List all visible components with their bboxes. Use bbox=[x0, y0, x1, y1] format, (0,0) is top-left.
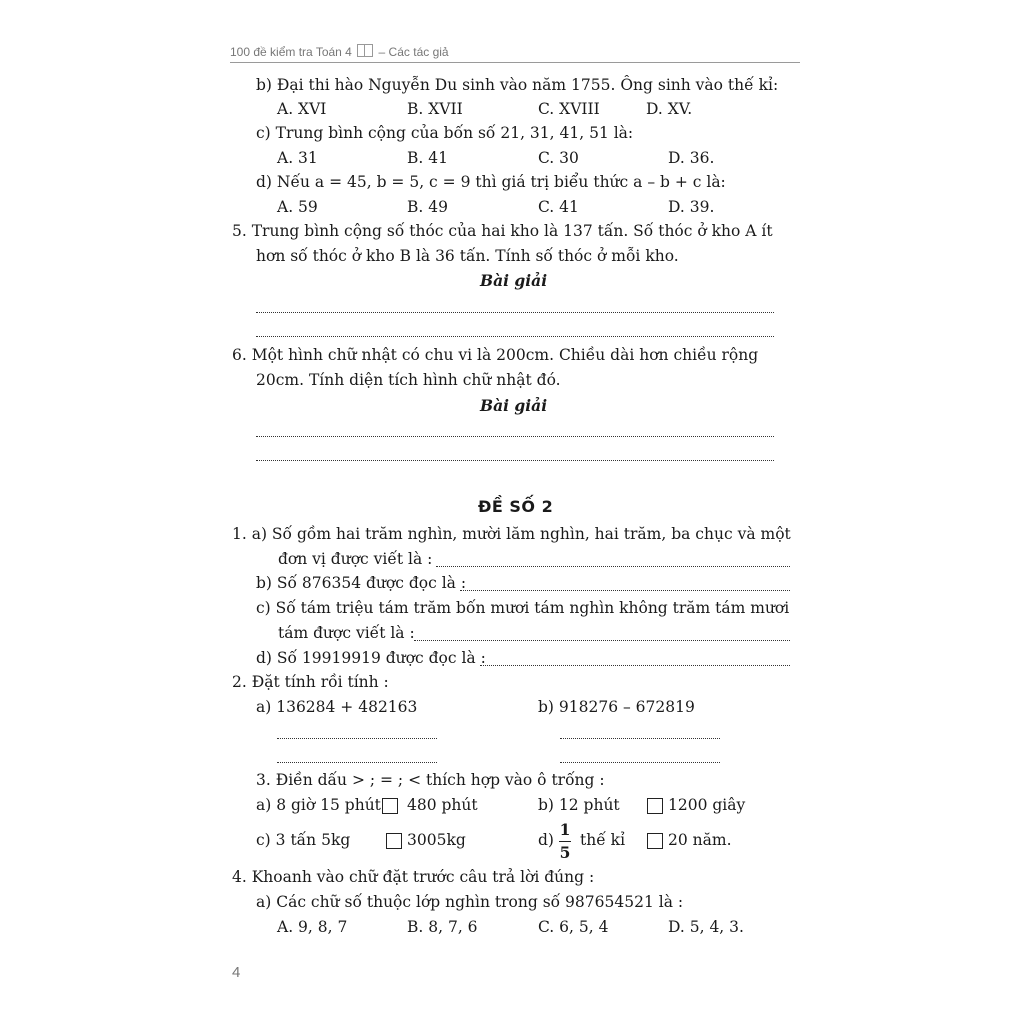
q5-solution-heading: Bài giải bbox=[480, 271, 548, 290]
de2-q1d: d) Số 19919919 được đọc là : bbox=[256, 649, 486, 667]
de2-q1c-line2: tám được viết là : bbox=[278, 624, 415, 642]
q4c-option-d: D. 36. bbox=[668, 149, 715, 167]
q5-line1: 5. Trung bình cộng số thóc của hai kho là 137 tấn. Số thóc ở kho A ít bbox=[232, 222, 773, 240]
de2-q4-title: 4. Khoanh vào chữ đặt trước câu trả lời đúng : bbox=[232, 868, 595, 886]
de2-q1a-line2: đơn vị được viết là : bbox=[278, 550, 433, 568]
q4d-option-b: B. 49 bbox=[407, 198, 448, 216]
q3d-right: 20 năm. bbox=[668, 831, 732, 849]
q4b-option-b: B. XVII bbox=[407, 100, 463, 118]
q2b-work-line-1[interactable] bbox=[560, 738, 720, 739]
q3b-answer-box[interactable] bbox=[647, 798, 663, 814]
de2-q2b: b) 918276 – 672819 bbox=[538, 698, 695, 716]
fraction-bar bbox=[559, 841, 571, 842]
q5-answer-line-2[interactable] bbox=[256, 336, 774, 337]
fraction-numerator: 1 bbox=[559, 820, 571, 839]
q4d-text: d) Nếu a = 45, b = 5, c = 9 thì giá trị biểu thức a – b + c là: bbox=[256, 173, 726, 191]
q3d-unit: thế kỉ bbox=[580, 831, 626, 849]
q4c-text: c) Trung bình cộng của bốn số 21, 31, 41, 51 là: bbox=[256, 124, 634, 142]
q2b-work-line-2[interactable] bbox=[560, 762, 720, 763]
de2-q2-title: 2. Đặt tính rồi tính : bbox=[232, 673, 389, 691]
section-title: ĐỀ SỐ 2 bbox=[478, 497, 554, 516]
de2-q4a: a) Các chữ số thuộc lớp nghìn trong số 987654521 là : bbox=[256, 893, 684, 911]
de2-q1c-line1: c) Số tám triệu tám trăm bốn mươi tám nghìn không trăm tám mươi bbox=[256, 599, 790, 617]
q3a-left: a) 8 giờ 15 phút bbox=[256, 796, 381, 814]
q3c-left: c) 3 tấn 5kg bbox=[256, 831, 351, 849]
q4c-option-a: A. 31 bbox=[277, 149, 318, 167]
q3d-prefix: d) bbox=[538, 831, 554, 849]
q4b-option-a: A. XVI bbox=[277, 100, 327, 118]
de2-q1a-line1: 1. a) Số gồm hai trăm nghìn, mười lăm nghìn, hai trăm, ba chục và một bbox=[232, 525, 791, 543]
de2-q4a-option-b: B. 8, 7, 6 bbox=[407, 918, 478, 936]
q4b-option-c: C. XVIII bbox=[538, 100, 600, 118]
de2-q4a-option-c: C. 6, 5, 4 bbox=[538, 918, 609, 936]
q6-answer-line-2[interactable] bbox=[256, 460, 774, 461]
q3c-answer-box[interactable] bbox=[386, 833, 402, 849]
de2-q3-title: 3. Điền dấu > ; = ; < thích hợp vào ô trống : bbox=[256, 771, 605, 789]
book-icon bbox=[357, 44, 373, 57]
q3b-right: 1200 giây bbox=[668, 796, 746, 814]
q5-answer-line-1[interactable] bbox=[256, 312, 774, 313]
q4d-option-d: D. 39. bbox=[668, 198, 715, 216]
q3b-left: b) 12 phút bbox=[538, 796, 620, 814]
q3a-answer-box[interactable] bbox=[382, 798, 398, 814]
q1d-answer-line[interactable] bbox=[480, 665, 790, 666]
de2-q2a: a) 136284 + 482163 bbox=[256, 698, 418, 716]
q2a-work-line-2[interactable] bbox=[277, 762, 437, 763]
q5-line2: hơn số thóc ở kho B là 36 tấn. Tính số thóc ở mỗi kho. bbox=[256, 247, 679, 265]
q4b-option-d: D. XV. bbox=[646, 100, 693, 118]
q2a-work-line-1[interactable] bbox=[277, 738, 437, 739]
q3d-answer-box[interactable] bbox=[647, 833, 663, 849]
q3a-right: 480 phút bbox=[407, 796, 478, 814]
header-rule bbox=[230, 62, 800, 63]
q6-answer-line-1[interactable] bbox=[256, 436, 774, 437]
q3c-right: 3005kg bbox=[407, 831, 466, 849]
q4c-option-b: B. 41 bbox=[407, 149, 448, 167]
book-title: 100 đề kiểm tra Toán 4 bbox=[230, 45, 352, 59]
running-header bbox=[230, 44, 449, 59]
q4d-option-a: A. 59 bbox=[277, 198, 318, 216]
de2-q1b: b) Số 876354 được đọc là : bbox=[256, 574, 467, 592]
authors: – Các tác giả bbox=[378, 45, 449, 59]
q1b-answer-line[interactable] bbox=[460, 590, 790, 591]
de2-q4a-option-d: D. 5, 4, 3. bbox=[668, 918, 744, 936]
q6-solution-heading: Bài giải bbox=[480, 396, 548, 415]
q4d-option-c: C. 41 bbox=[538, 198, 579, 216]
q1a-answer-line[interactable] bbox=[436, 566, 790, 567]
q1c-answer-line[interactable] bbox=[414, 640, 790, 641]
de2-q4a-option-a: A. 9, 8, 7 bbox=[277, 918, 348, 936]
fraction-denominator: 5 bbox=[559, 843, 571, 862]
q4c-option-c: C. 30 bbox=[538, 149, 579, 167]
q6-line2: 20cm. Tính diện tích hình chữ nhật đó. bbox=[256, 371, 561, 389]
q4b-text: b) Đại thi hào Nguyễn Du sinh vào năm 1755. Ông sinh vào thế kỉ: bbox=[256, 76, 779, 94]
q6-line1: 6. Một hình chữ nhật có chu vi là 200cm. Chiều dài hơn chiều rộng bbox=[232, 346, 759, 364]
page-number: 4 bbox=[232, 964, 241, 981]
